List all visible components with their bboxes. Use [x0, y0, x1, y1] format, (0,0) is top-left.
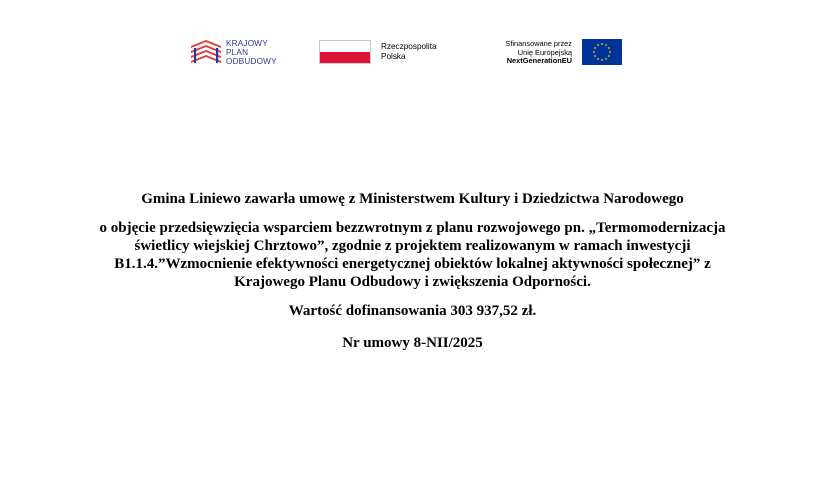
announcement-body-line: o objęcie przedsięwzięcia wsparciem bezzwrotnym z planu rozwojowego pn. „Termomodernizacja [99, 220, 726, 236]
eu-funding-logo [474, 37, 628, 67]
kpo-line-3: ODBUDOWY [226, 57, 277, 66]
kpo-emblem-icon [190, 39, 222, 65]
eu-wordmark [505, 40, 572, 66]
announcement-body-line: Krajowego Planu Odbudowy i zwiększenia Odporności. [234, 274, 591, 290]
announcement [40, 190, 785, 352]
eu-line-3: NextGenerationEU [506, 56, 572, 66]
eu-line-2: Unię Europejską [517, 47, 572, 57]
rp-line-2: Polska [381, 51, 406, 61]
kpo-wordmark [226, 39, 277, 66]
contract-number: Nr umowy 8-NII/2025 [342, 335, 483, 351]
eu-line-1: Sfinansowane przez [505, 39, 572, 48]
announcement-body-line: B1.1.4.”Wzmocnienie efektywności energetycznej obiektów lokalnej aktywności społecznej” z [114, 256, 711, 272]
kpo-line-2: PLAN [226, 48, 249, 57]
announcement-body [40, 219, 785, 291]
kpo-line-1: KRAJOWY [226, 39, 268, 48]
eu-flag-icon [582, 39, 622, 65]
logo-bar [188, 37, 628, 67]
funding-value: Wartość dofinansowania 303 937,52 zł. [288, 303, 537, 319]
rzeczpospolita-logo [319, 37, 464, 67]
poland-flag-icon [319, 40, 371, 64]
announcement-body-line: świetlicy wiejskiej Chrztowo”, zgodnie z projektem realizowanym w ramach inwestycji [134, 238, 691, 254]
rp-line-1: Rzeczpospolita [381, 42, 437, 51]
rp-wordmark [381, 42, 437, 61]
kpo-logo [188, 37, 303, 67]
announcement-heading: Gmina Liniewo zawarła umowę z Ministerstwem Kultury i Dziedzictwa Narodowego [141, 191, 684, 207]
